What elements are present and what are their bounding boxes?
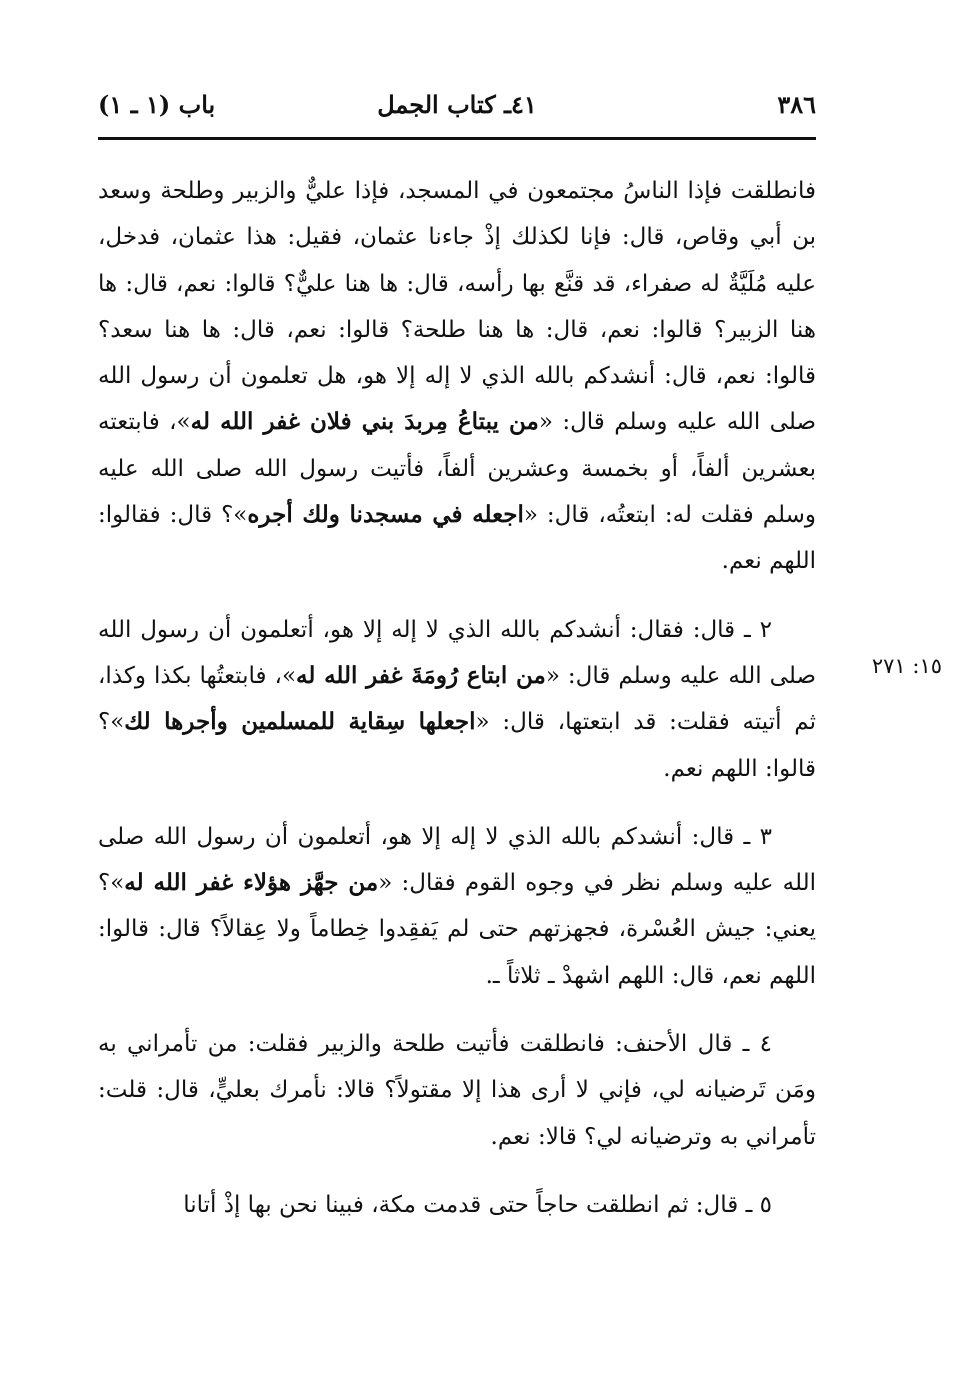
page-header	[98, 86, 816, 130]
text-run: »، فابتعتُها بكذا وكذا، ثم أتيته فقلت: قد ابتعتها، قال: «	[98, 662, 816, 736]
paragraph: ٣ ـ قال: أنشدكم بالله الذي لا إله إلا هو، أتعلمون أن رسول الله صلى الله عليه وسلم نظر في وجوه القوم فقال: «من جهَّز هؤلاء غفر الله له»؟ يعني: جيش العُسْرة، فجهزتهم حتى لم يَفقِدوا خِطاماً ولا عِقالاً؟ قال: قالوا: اللهم نعم، قال: اللهم اشهدْ ـ ثلاثاً ـ.	[98, 823, 816, 989]
text-run: »؟ قالوا: اللهم نعم.	[98, 709, 816, 782]
text-run: فانطلقت فإذا الناسُ مجتمعون في المسجد، فإذا عليٌّ والزبير وطلحة وسعد بن أبي وقاص، قال: فإنا لكذلك إذْ جاءنا عثمان، فقيل: هذا عثمان، فدخل، عليه مُلَيَّةٌ له صفراء، قد قنَّع بها رأسه، قال: ها هنا عليٌّ؟ قالوا: نعم، قال: ها هنا الزبير؟ قالوا: نعم، قال: ها هنا طلحة؟ قالوا: نعم، قال: ها هنا سعد؟ قالوا: نعم، قال: أنشدكم بالله الذي لا إله إلا هو، هل تعلمون أن رسول الله صلى الله عليه وسلم قال: «	[98, 178, 816, 436]
paragraph-number: ٤	[759, 1031, 772, 1058]
paragraph-number: ٣	[759, 823, 772, 850]
text-run: قال: فقال: أنشدكم بالله الذي لا إله إلا هو، أتعلمون أن رسول الله صلى الله عليه وسلم قال: «	[98, 616, 816, 689]
paragraph: ٤ ـ قال الأحنف: فانطلقت فأتيت طلحة والزبير فقلت: من تأمراني به ومَن تَرضيانه لي، فإني لا أرى هذا إلا مقتولاً؟ قالا: نأمرك بعليٍّ، قال: قلت: تأمراني به وترضيانه لي؟ قالا: نعم.	[98, 1031, 816, 1150]
main-text	[98, 168, 816, 1228]
paragraph	[98, 168, 816, 585]
header-divider	[98, 137, 816, 140]
hadith-quote: اجعله في مسجدنا ولك أجره	[247, 501, 524, 529]
text-run: قال: ثم انطلقت حاجاً حتى قدمت مكة، فبينا نحن بها إذْ أتانا	[183, 1191, 739, 1218]
text-run: »؟ قال: فقالوا: اللهم نعم.	[98, 502, 816, 575]
paragraph-number: ٢	[759, 616, 772, 643]
marginal-reference: ١٥: ٢٧١	[871, 654, 942, 678]
text-run: »؟ يعني: جيش العُسْرة، فجهزتهم حتى لم يَفقِدوا خِطاماً ولا عِقالاً؟ قال: قالوا: اللهم نعم، قال: اللهم اشهدْ ـ ثلاثاً ـ.	[98, 870, 816, 989]
page-number: ٣٨٦	[777, 90, 816, 119]
paragraph: ٢ ـ قال: فقال: أنشدكم بالله الذي لا إله إلا هو، أتعلمون أن رسول الله صلى الله عليه وسلم قال: «من ابتاع رُومَةَ غفر الله له»، فابتعتُها بكذا وكذا، ثم أتيته فقلت: قد ابتعتها، قال: «اجعلها سِقاية للمسلمين وأجرها لك»؟ قالوا: اللهم نعم.	[98, 616, 816, 782]
text-run: قال الأحنف: فانطلقت فأتيت طلحة والزبير فقلت: من تأمراني به ومَن تَرضيانه لي، فإني لا أرى هذا إلا مقتولاً؟ قالا: نأمرك بعليٍّ، قال: قلت: تأمراني به وترضيانه لي؟ قالا: نعم.	[98, 1031, 816, 1150]
chapter-label: باب (١ ـ ١)	[98, 90, 216, 119]
hadith-quote: من يبتاعُ مِربدَ بني فلان غفر الله له	[190, 408, 539, 436]
paragraph: ٥ ـ قال: ثم انطلقت حاجاً حتى قدمت مكة، فبينا نحن بها إذْ أتانا	[183, 1191, 772, 1218]
paragraph-number: ٥	[759, 1191, 772, 1218]
text-run: »، فابتعته بعشرين ألفاً، أو بخمسة وعشرين ألفاً، فأتيت رسول الله صلى الله عليه وسلم فقلت له: ابتعتُه، قال: «	[98, 409, 817, 529]
hadith-quote: من ابتاع رُومَةَ غفر الله له	[296, 661, 546, 689]
book-title: ٤١ـ كتاب الجمل	[377, 90, 537, 119]
hadith-quote: من جهَّز هؤلاء غفر الله له	[124, 869, 379, 897]
hadith-quote: اجعلها سِقاية للمسلمين وأجرها لك	[124, 708, 476, 736]
text-run: قال: أنشدكم بالله الذي لا إله إلا هو، أتعلمون أن رسول الله صلى الله عليه وسلم نظر في وجوه القوم فقال: «	[98, 823, 816, 897]
